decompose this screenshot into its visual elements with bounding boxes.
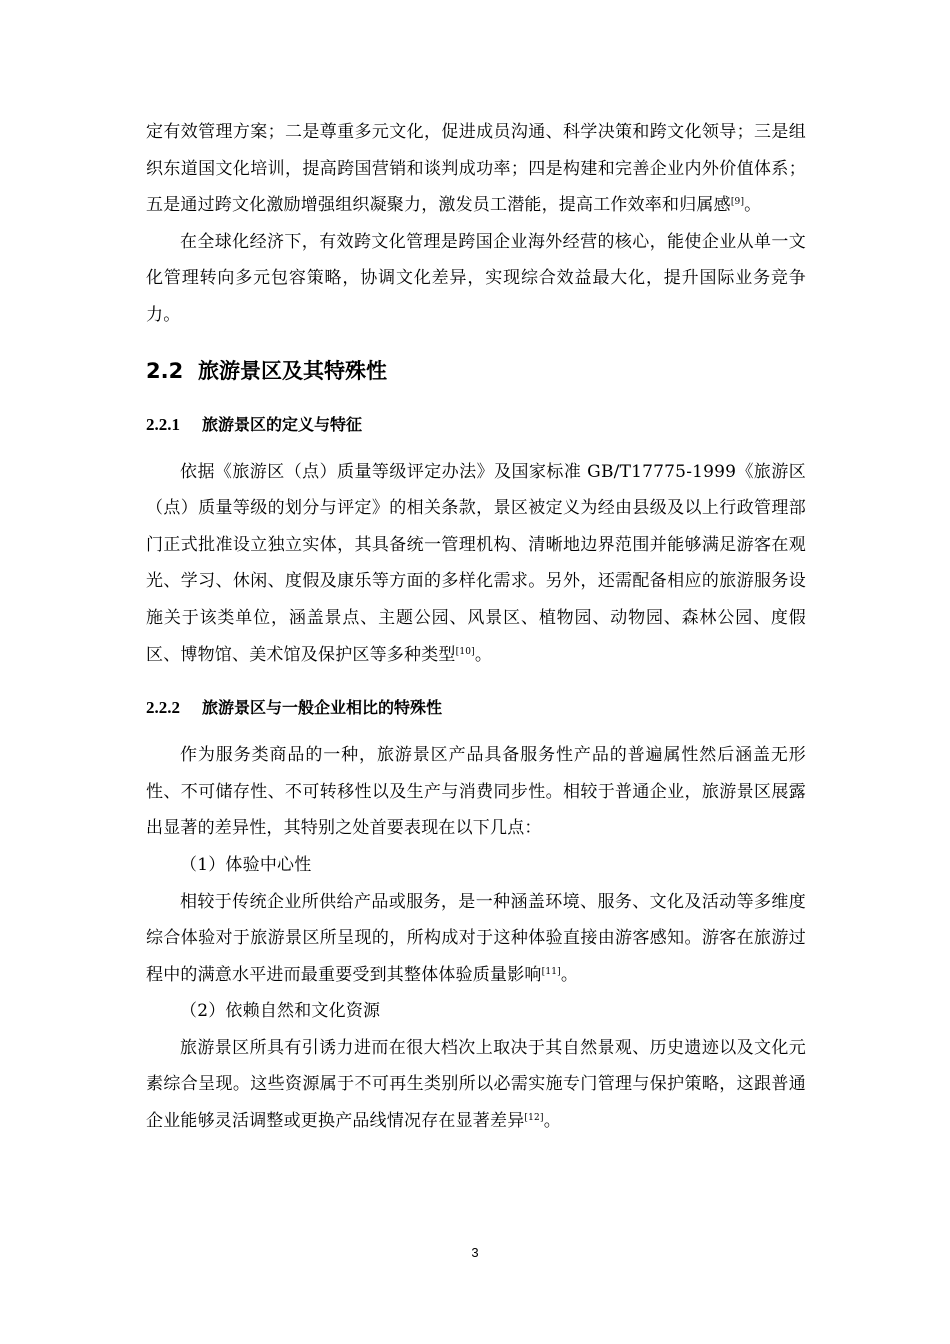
paragraph-text: 依据《旅游区（点）质量等级评定办法》及国家标准 GB/T17775-1999《旅游区（点）质量等级的划分与评定》的相关条款，景区被定义为经由县级及以上行政管理部门正式批准设立独立实体，其具备统一管理机构、清晰地边界范围并能够满足游客在观光、学习、休闲、度假及康乐等方面的多样化需求。另外，还需配备相应的旅游服务设施关于该类单位，涵盖景点、主题公园、风景区、植物园、动物园、森林公园、度假区、博物馆、美术馆及保护区等多种类型 xyxy=(146,461,806,665)
subsection-number: 2.2.1 xyxy=(146,414,180,434)
citation-10: [10] xyxy=(455,646,475,657)
citation-11: [11] xyxy=(541,966,561,977)
paragraph-end-mark: 。 xyxy=(474,644,493,665)
subsection-heading-2-2-1 xyxy=(146,396,806,454)
page-number: 3 xyxy=(471,1245,479,1260)
paragraph-end-mark: 。 xyxy=(560,964,579,985)
paragraph-text: 定有效管理方案；二是尊重多元文化，促进成员沟通、科学决策和跨文化领导；三是组织东道国文化培训，提高跨国营销和谈判成功率；四是构建和完善企业内外价值体系；五是通过跨文化激励增强组织凝聚力，激发员工潜能，提高工作效率和归属感 xyxy=(146,122,806,216)
subsection-heading-2-2-2 xyxy=(146,679,806,737)
section-title: 旅游景区及其特殊性 xyxy=(198,358,387,383)
paragraph-experience xyxy=(146,884,806,994)
subsection-title: 旅游景区的定义与特征 xyxy=(202,414,363,434)
subsection-number: 2.2.2 xyxy=(146,698,180,718)
paragraph-end-mark: 。 xyxy=(543,1111,561,1132)
section-heading-2-2 xyxy=(146,348,806,394)
paragraph-service-product: 作为服务类商品的一种，旅游景区产品具备服务性产品的普遍属性然后涵盖无形性、不可储存性、不可转移性以及生产与消费同步性。相较于普通企业，旅游景区展露出显著的差异性，其特别之处首要表现在以下几点： xyxy=(146,745,806,839)
paragraph-cross-cultural-measures xyxy=(146,114,806,224)
page-content xyxy=(146,114,806,1140)
paragraph-text: 旅游景区所具有引诱力进而在很大档次上取决于其自然景观、历史遗迹以及文化元素综合呈现。这些资源属于不可再生类别所以必需实施专门管理与保护策略，这跟普通企业能够灵活调整或更换产品线情况存在显著差异 xyxy=(146,1037,806,1132)
paragraph-text: 相较于传统企业所供给产品或服务，是一种涵盖环境、服务、文化及活动等多维度综合体验对于旅游景区所呈现的，所构成对于这种体验直接由游客感知。游客在旅游过程中的满意水平进而最重要受到其整体体验质量影响 xyxy=(146,891,806,985)
citation-12: [12] xyxy=(524,1113,544,1124)
subsection-title: 旅游景区与一般企业相比的特殊性 xyxy=(202,698,443,718)
list-item-resource-dependence: （2）依赖自然和文化资源 xyxy=(180,1001,381,1022)
paragraph-end-mark: 。 xyxy=(744,195,762,216)
section-number: 2.2 xyxy=(146,358,184,383)
list-item-experience-centric: （1）体验中心性 xyxy=(180,854,312,875)
paragraph-resources xyxy=(146,1030,806,1140)
paragraph-globalization: 在全球化经济下，有效跨文化管理是跨国企业海外经营的核心，能使企业从单一文化管理转向多元包容策略，协调文化差异，实现综合效益最大化，提升国际业务竞争力。 xyxy=(146,231,806,325)
paragraph-scenic-definition xyxy=(146,454,806,674)
citation-9: [9] xyxy=(730,197,745,208)
